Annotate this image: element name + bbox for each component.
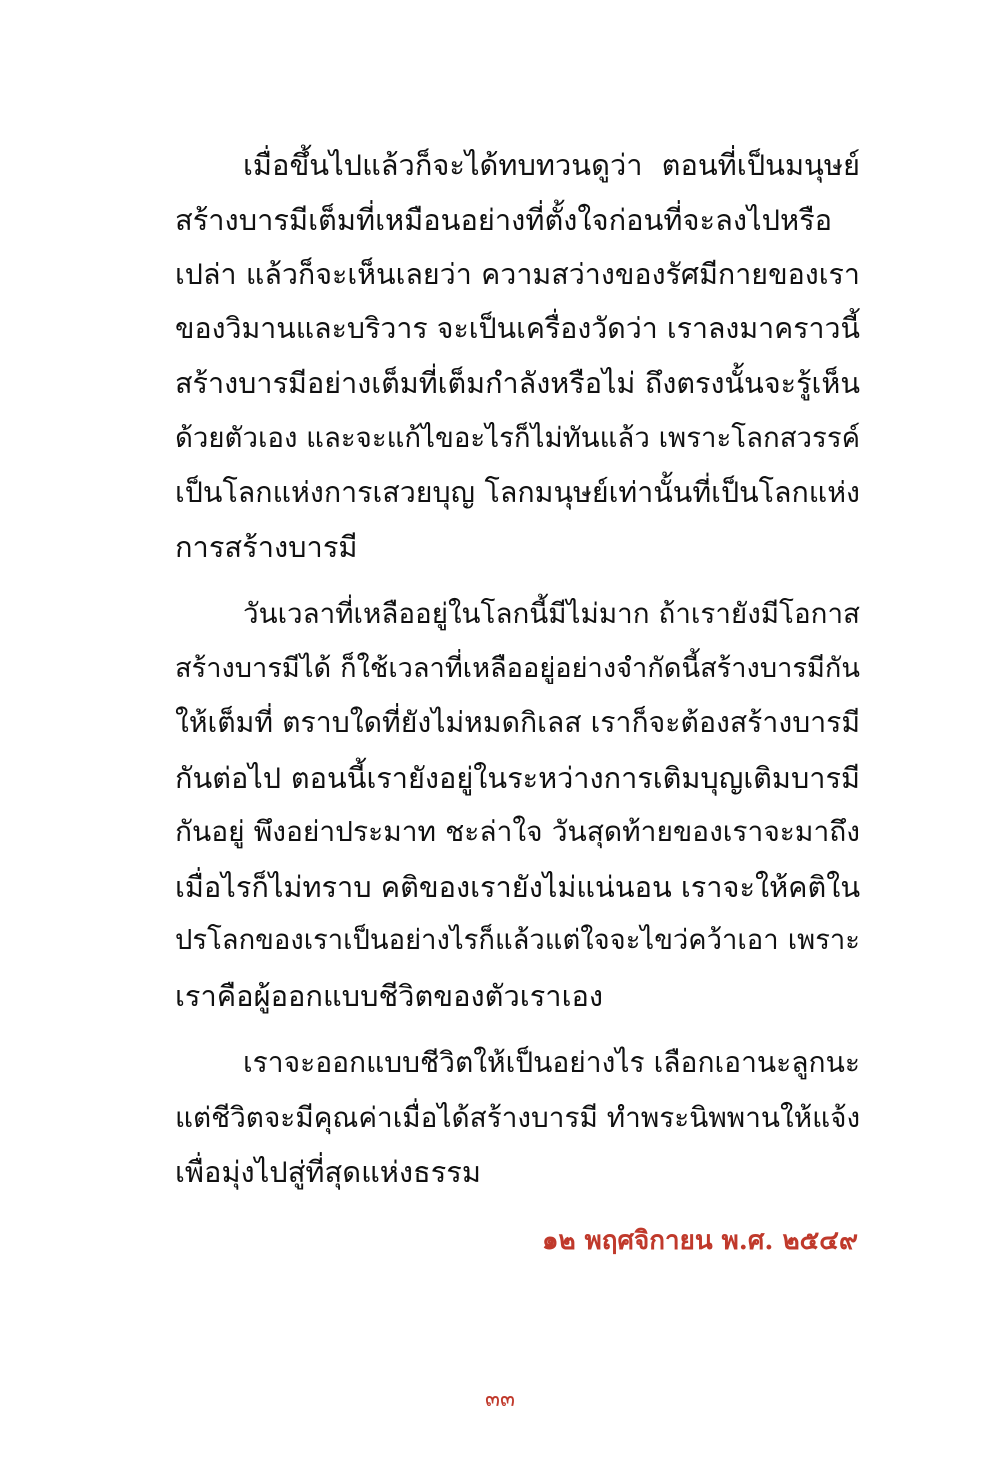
text-line: เราคือผู้ออกแบบชีวิตของตัวเราเอง <box>175 978 604 1013</box>
text-line: สร้างบารมีได้ ก็ใช้เวลาที่เหลืออยู่อย่างจำกัดนี้สร้างบารมีกัน <box>175 652 860 684</box>
paragraph-2 <box>175 587 860 1023</box>
text-line: แต่ชีวิตจะมีคุณค่าเมื่อได้สร้างบารมี ทำพระนิพพานให้แจ้ง <box>175 1100 861 1134</box>
signature-date: ๑๒ พฤศจิกายน พ.ศ. ๒๕๔๙ <box>541 1226 858 1256</box>
page-number: ๓๓ <box>484 1387 516 1412</box>
text-line: เมื่อขึ้นไปแล้วก็จะได้ทบทวนดูว่า ตอนที่เป็นมนุษย์ <box>243 148 860 182</box>
page-body <box>175 138 860 1200</box>
text-line: การสร้างบารมี <box>175 529 358 564</box>
text-line: สร้างบารมีเต็มที่เหมือนอย่างที่ตั้งใจก่อนที่จะลงไปหรือ <box>175 202 833 237</box>
text-line: ของวิมานและบริวาร จะเป็นเครื่องวัดว่า เราลงมาคราวนี้ <box>175 311 860 345</box>
text-line: เพื่อมุ่งไปสู่ที่สุดแห่งธรรม <box>175 1155 482 1189</box>
text-line: กันต่อไป ตอนนี้เรายังอยู่ในระหว่างการเติมบุญเติมบารมี <box>175 760 860 795</box>
paragraph-3 <box>175 1036 860 1200</box>
text-line: ให้เต็มที่ ตราบใดที่ยังไม่หมดกิเลส เราก็จะต้องสร้างบารมี <box>175 706 861 739</box>
text-line: สร้างบารมีอย่างเต็มที่เต็มกำลังหรือไม่ ถึงตรงนั้นจะรู้เห็น <box>175 366 860 400</box>
text-line: กันอยู่ พึงอย่าประมาท ชะล่าใจ วันสุดท้ายของเราจะมาถึง <box>175 815 860 848</box>
text-line: เราจะออกแบบชีวิตให้เป็นอย่างไร เลือกเอานะลูกนะ <box>243 1046 860 1079</box>
paragraph-1 <box>175 138 860 574</box>
text-line: ปรโลกของเราเป็นอย่างไรก็แล้วแต่ใจจะไขว่คว้าเอา เพราะ <box>175 925 860 956</box>
text-line: เป็นโลกแห่งการเสวยบุญ โลกมนุษย์เท่านั้นที่เป็นโลกแห่ง <box>175 475 860 509</box>
text-line: เปล่า แล้วก็จะเห็นเลยว่า ความสว่างของรัศมีกายของเรา <box>175 257 860 291</box>
text-line: เมื่อไรก็ไม่ทราบ คติของเรายังไม่แน่นอน เราจะให้คติใน <box>175 869 861 904</box>
text-line: ด้วยตัวเอง และจะแก้ไขอะไรก็ไม่ทันแล้ว เพราะโลกสวรรค์ <box>175 420 861 454</box>
text-line: วันเวลาที่เหลืออยู่ในโลกนี้มีไม่มาก ถ้าเรายังมีโอกาส <box>243 597 860 630</box>
